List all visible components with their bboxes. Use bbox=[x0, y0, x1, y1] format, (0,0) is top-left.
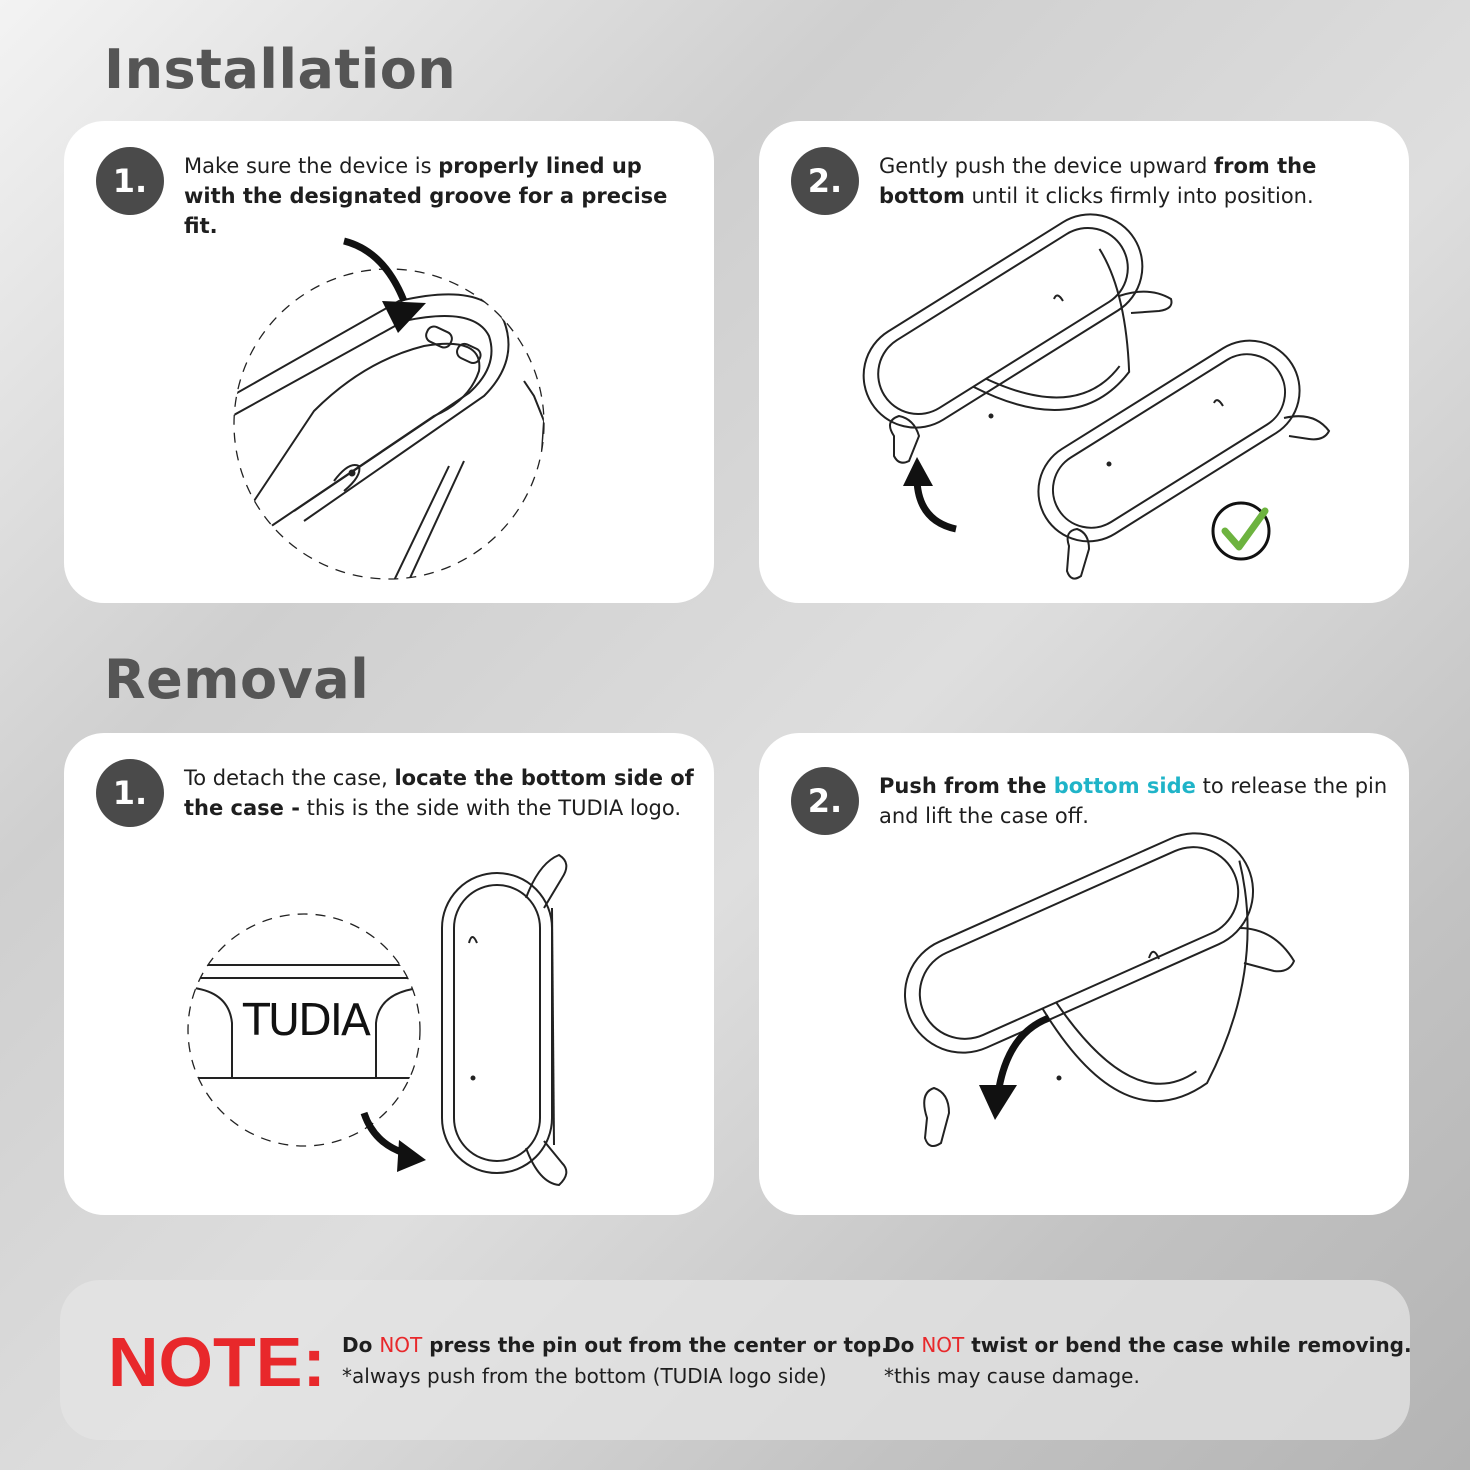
push-upward-illustration bbox=[759, 121, 1409, 603]
step-text-regular: Gently push the device upward bbox=[879, 154, 1214, 178]
push-bottom-side-illustration bbox=[759, 733, 1409, 1215]
step-text-bold: locate the bottom side of the case - bbox=[184, 766, 694, 820]
step-number-badge: 1. bbox=[96, 147, 164, 215]
arrow-icon bbox=[903, 457, 956, 529]
note-do-text: Do bbox=[884, 1333, 922, 1357]
note-sub-text: *this may cause damage. bbox=[884, 1364, 1140, 1388]
note-not-text: NOT bbox=[379, 1333, 423, 1357]
locate-logo-illustration bbox=[64, 733, 714, 1215]
note-box bbox=[60, 1280, 1410, 1440]
arrow-icon bbox=[364, 1113, 426, 1172]
note-main-text bbox=[342, 1330, 889, 1361]
groove-alignment-illustration bbox=[64, 121, 714, 603]
step-text-regular: to release the pin and lift the case off. bbox=[879, 774, 1388, 828]
step-number-badge: 2. bbox=[791, 767, 859, 835]
accent-text: bottom side bbox=[1053, 774, 1196, 798]
step-number-badge: 2. bbox=[791, 147, 859, 215]
removal-step-2-card bbox=[759, 733, 1409, 1215]
note-rest-text: press the pin out from the center or top. bbox=[422, 1333, 889, 1357]
step-text-regular: this is the side with the TUDIA logo. bbox=[299, 796, 682, 820]
checkmark-icon bbox=[1213, 503, 1269, 559]
step-text-regular: Make sure the device is bbox=[184, 154, 439, 178]
install-step-1-card bbox=[64, 121, 714, 603]
step-text-regular: To detach the case, bbox=[184, 766, 395, 790]
note-rest-text: twist or bend the case while removing. bbox=[964, 1333, 1412, 1357]
note-main-text bbox=[884, 1330, 1412, 1361]
step-text-regular: until it clicks firmly into position. bbox=[964, 184, 1314, 208]
note-do-text: Do bbox=[342, 1333, 380, 1357]
step-text-bold: from the bottom bbox=[879, 154, 1317, 208]
removal-title: Removal bbox=[104, 648, 370, 711]
arrow-icon bbox=[979, 1018, 1049, 1120]
note-not-text: NOT bbox=[921, 1333, 965, 1357]
step-text-bold: Push from the bbox=[879, 774, 1054, 798]
note-label: NOTE: bbox=[108, 1323, 326, 1401]
step-text-bold: properly lined up with the designated groove for a precise fit. bbox=[184, 154, 668, 238]
installation-title: Installation bbox=[104, 38, 457, 101]
install-step-2-card bbox=[759, 121, 1409, 603]
removal-step-1-card bbox=[64, 733, 714, 1215]
note-item-twist bbox=[884, 1330, 1412, 1392]
step-number-badge: 1. bbox=[96, 759, 164, 827]
note-sub-text: *always push from the bottom (TUDIA logo side) bbox=[342, 1364, 827, 1388]
tudia-logo: TUDIA bbox=[242, 995, 370, 1046]
note-item-pin bbox=[342, 1330, 889, 1392]
